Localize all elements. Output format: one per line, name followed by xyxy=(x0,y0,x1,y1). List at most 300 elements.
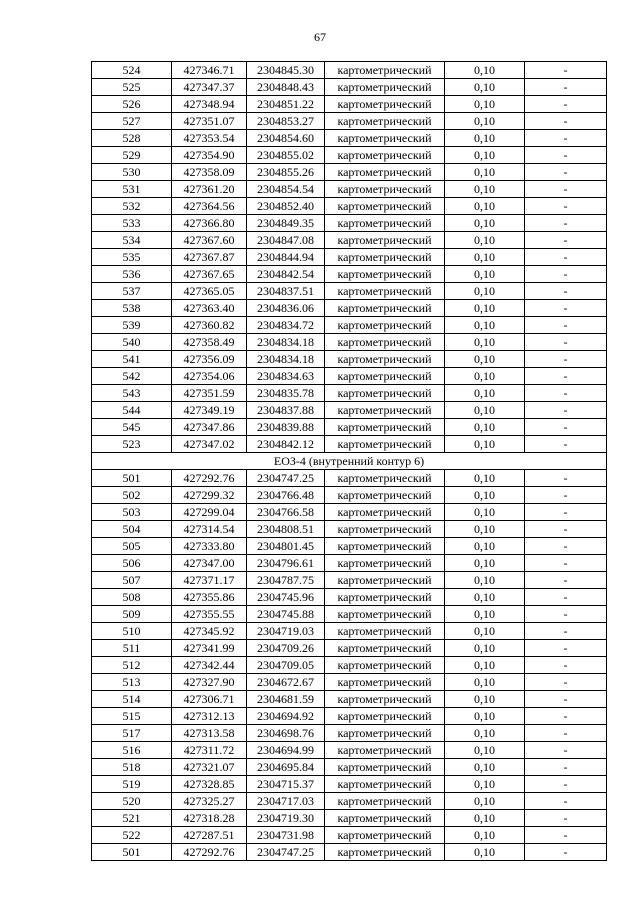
accuracy-cell: 0,10 xyxy=(445,470,525,487)
accuracy-cell: 0,10 xyxy=(445,164,525,181)
point-number-cell: 545 xyxy=(92,419,172,436)
method-cell: картометрический xyxy=(325,62,445,79)
y-coordinate-cell: 2304694.92 xyxy=(247,708,325,725)
table-row xyxy=(92,572,607,589)
method-cell: картометрический xyxy=(325,589,445,606)
point-number-cell: 525 xyxy=(92,79,172,96)
point-number-cell: 521 xyxy=(92,810,172,827)
y-coordinate-cell: 2304695.84 xyxy=(247,759,325,776)
table-row xyxy=(92,776,607,793)
method-cell: картометрический xyxy=(325,96,445,113)
x-coordinate-cell: 427292.76 xyxy=(172,844,247,861)
point-number-cell: 537 xyxy=(92,283,172,300)
page-number: 67 xyxy=(314,30,326,44)
table-row xyxy=(92,249,607,266)
x-coordinate-cell: 427318.28 xyxy=(172,810,247,827)
method-cell: картометрический xyxy=(325,334,445,351)
x-coordinate-cell: 427342.44 xyxy=(172,657,247,674)
accuracy-cell: 0,10 xyxy=(445,640,525,657)
section-title: ЕОЗ-4 (внутренний контур 6) xyxy=(92,453,607,470)
point-number-cell: 508 xyxy=(92,589,172,606)
x-coordinate-cell: 427354.06 xyxy=(172,368,247,385)
method-cell: картометрический xyxy=(325,215,445,232)
description-cell: - xyxy=(525,657,607,674)
accuracy-cell: 0,10 xyxy=(445,521,525,538)
table-row xyxy=(92,79,607,96)
description-cell: - xyxy=(525,827,607,844)
description-cell: - xyxy=(525,266,607,283)
table-row xyxy=(92,521,607,538)
accuracy-cell: 0,10 xyxy=(445,79,525,96)
table-row xyxy=(92,589,607,606)
y-coordinate-cell: 2304851.22 xyxy=(247,96,325,113)
x-coordinate-cell: 427299.04 xyxy=(172,504,247,521)
table-row xyxy=(92,504,607,521)
description-cell: - xyxy=(525,249,607,266)
x-coordinate-cell: 427299.32 xyxy=(172,487,247,504)
description-cell: - xyxy=(525,351,607,368)
point-number-cell: 507 xyxy=(92,572,172,589)
accuracy-cell: 0,10 xyxy=(445,827,525,844)
description-cell: - xyxy=(525,147,607,164)
accuracy-cell: 0,10 xyxy=(445,504,525,521)
description-cell: - xyxy=(525,198,607,215)
x-coordinate-cell: 427313.58 xyxy=(172,725,247,742)
method-cell: картометрический xyxy=(325,249,445,266)
description-cell: - xyxy=(525,402,607,419)
description-cell: - xyxy=(525,606,607,623)
method-cell: картометрический xyxy=(325,623,445,640)
x-coordinate-cell: 427367.87 xyxy=(172,249,247,266)
accuracy-cell: 0,10 xyxy=(445,351,525,368)
method-cell: картометрический xyxy=(325,130,445,147)
table-row xyxy=(92,130,607,147)
point-number-cell: 517 xyxy=(92,725,172,742)
method-cell: картометрический xyxy=(325,79,445,96)
method-cell: картометрический xyxy=(325,351,445,368)
accuracy-cell: 0,10 xyxy=(445,725,525,742)
table-row xyxy=(92,436,607,453)
accuracy-cell: 0,10 xyxy=(445,334,525,351)
table-row xyxy=(92,96,607,113)
y-coordinate-cell: 2304836.06 xyxy=(247,300,325,317)
y-coordinate-cell: 2304854.60 xyxy=(247,130,325,147)
point-number-cell: 522 xyxy=(92,827,172,844)
table-row xyxy=(92,657,607,674)
y-coordinate-cell: 2304745.88 xyxy=(247,606,325,623)
point-number-cell: 538 xyxy=(92,300,172,317)
x-coordinate-cell: 427347.00 xyxy=(172,555,247,572)
table-row xyxy=(92,759,607,776)
accuracy-cell: 0,10 xyxy=(445,793,525,810)
x-coordinate-cell: 427348.94 xyxy=(172,96,247,113)
point-number-cell: 513 xyxy=(92,674,172,691)
accuracy-cell: 0,10 xyxy=(445,589,525,606)
y-coordinate-cell: 2304747.25 xyxy=(247,470,325,487)
method-cell: картометрический xyxy=(325,147,445,164)
point-number-cell: 542 xyxy=(92,368,172,385)
table-row xyxy=(92,538,607,555)
description-cell: - xyxy=(525,232,607,249)
point-number-cell: 532 xyxy=(92,198,172,215)
method-cell: картометрический xyxy=(325,385,445,402)
description-cell: - xyxy=(525,793,607,810)
method-cell: картометрический xyxy=(325,640,445,657)
x-coordinate-cell: 427361.20 xyxy=(172,181,247,198)
point-number-cell: 504 xyxy=(92,521,172,538)
table-row xyxy=(92,725,607,742)
y-coordinate-cell: 2304745.96 xyxy=(247,589,325,606)
method-cell: картометрический xyxy=(325,674,445,691)
x-coordinate-cell: 427314.54 xyxy=(172,521,247,538)
description-cell: - xyxy=(525,79,607,96)
x-coordinate-cell: 427353.54 xyxy=(172,130,247,147)
point-number-cell: 515 xyxy=(92,708,172,725)
accuracy-cell: 0,10 xyxy=(445,742,525,759)
point-number-cell: 501 xyxy=(92,470,172,487)
table-row xyxy=(92,300,607,317)
x-coordinate-cell: 427347.37 xyxy=(172,79,247,96)
table-row xyxy=(92,674,607,691)
point-number-cell: 539 xyxy=(92,317,172,334)
x-coordinate-cell: 427366.80 xyxy=(172,215,247,232)
accuracy-cell: 0,10 xyxy=(445,606,525,623)
x-coordinate-cell: 427371.17 xyxy=(172,572,247,589)
description-cell: - xyxy=(525,725,607,742)
table-row xyxy=(92,487,607,504)
description-cell: - xyxy=(525,708,607,725)
point-number-cell: 510 xyxy=(92,623,172,640)
description-cell: - xyxy=(525,181,607,198)
description-cell: - xyxy=(525,130,607,147)
x-coordinate-cell: 427345.92 xyxy=(172,623,247,640)
y-coordinate-cell: 2304694.99 xyxy=(247,742,325,759)
method-cell: картометрический xyxy=(325,419,445,436)
y-coordinate-cell: 2304848.43 xyxy=(247,79,325,96)
description-cell: - xyxy=(525,759,607,776)
description-cell: - xyxy=(525,436,607,453)
accuracy-cell: 0,10 xyxy=(445,708,525,725)
x-coordinate-cell: 427365.05 xyxy=(172,283,247,300)
x-coordinate-cell: 427360.82 xyxy=(172,317,247,334)
description-cell: - xyxy=(525,555,607,572)
point-number-cell: 512 xyxy=(92,657,172,674)
accuracy-cell: 0,10 xyxy=(445,810,525,827)
description-cell: - xyxy=(525,742,607,759)
x-coordinate-cell: 427367.60 xyxy=(172,232,247,249)
accuracy-cell: 0,10 xyxy=(445,62,525,79)
point-number-cell: 541 xyxy=(92,351,172,368)
point-number-cell: 503 xyxy=(92,504,172,521)
y-coordinate-cell: 2304717.03 xyxy=(247,793,325,810)
accuracy-cell: 0,10 xyxy=(445,181,525,198)
y-coordinate-cell: 2304855.26 xyxy=(247,164,325,181)
x-coordinate-cell: 427325.27 xyxy=(172,793,247,810)
y-coordinate-cell: 2304731.98 xyxy=(247,827,325,844)
x-coordinate-cell: 427347.02 xyxy=(172,436,247,453)
point-number-cell: 530 xyxy=(92,164,172,181)
x-coordinate-cell: 427351.59 xyxy=(172,385,247,402)
accuracy-cell: 0,10 xyxy=(445,572,525,589)
accuracy-cell: 0,10 xyxy=(445,147,525,164)
point-number-cell: 520 xyxy=(92,793,172,810)
description-cell: - xyxy=(525,334,607,351)
description-cell: - xyxy=(525,113,607,130)
point-number-cell: 544 xyxy=(92,402,172,419)
table-row xyxy=(92,742,607,759)
y-coordinate-cell: 2304837.51 xyxy=(247,283,325,300)
table-row xyxy=(92,283,607,300)
point-number-cell: 540 xyxy=(92,334,172,351)
x-coordinate-cell: 427358.09 xyxy=(172,164,247,181)
method-cell: картометрический xyxy=(325,113,445,130)
point-number-cell: 524 xyxy=(92,62,172,79)
y-coordinate-cell: 2304672.67 xyxy=(247,674,325,691)
accuracy-cell: 0,10 xyxy=(445,419,525,436)
point-number-cell: 518 xyxy=(92,759,172,776)
table-row xyxy=(92,181,607,198)
description-cell: - xyxy=(525,776,607,793)
table-row xyxy=(92,810,607,827)
y-coordinate-cell: 2304835.78 xyxy=(247,385,325,402)
point-number-cell: 535 xyxy=(92,249,172,266)
accuracy-cell: 0,10 xyxy=(445,266,525,283)
y-coordinate-cell: 2304766.58 xyxy=(247,504,325,521)
y-coordinate-cell: 2304715.37 xyxy=(247,776,325,793)
accuracy-cell: 0,10 xyxy=(445,300,525,317)
method-cell: картометрический xyxy=(325,844,445,861)
y-coordinate-cell: 2304844.94 xyxy=(247,249,325,266)
x-coordinate-cell: 427328.85 xyxy=(172,776,247,793)
method-cell: картометрический xyxy=(325,691,445,708)
y-coordinate-cell: 2304709.05 xyxy=(247,657,325,674)
point-number-cell: 501 xyxy=(92,844,172,861)
y-coordinate-cell: 2304837.88 xyxy=(247,402,325,419)
y-coordinate-cell: 2304854.54 xyxy=(247,181,325,198)
point-number-cell: 543 xyxy=(92,385,172,402)
point-number-cell: 509 xyxy=(92,606,172,623)
y-coordinate-cell: 2304834.72 xyxy=(247,317,325,334)
point-number-cell: 506 xyxy=(92,555,172,572)
x-coordinate-cell: 427356.09 xyxy=(172,351,247,368)
description-cell: - xyxy=(525,844,607,861)
point-number-cell: 528 xyxy=(92,130,172,147)
table-row xyxy=(92,62,607,79)
x-coordinate-cell: 427364.56 xyxy=(172,198,247,215)
method-cell: картометрический xyxy=(325,793,445,810)
method-cell: картометрический xyxy=(325,402,445,419)
method-cell: картометрический xyxy=(325,300,445,317)
table-row xyxy=(92,266,607,283)
x-coordinate-cell: 427333.80 xyxy=(172,538,247,555)
y-coordinate-cell: 2304845.30 xyxy=(247,62,325,79)
method-cell: картометрический xyxy=(325,368,445,385)
x-coordinate-cell: 427358.49 xyxy=(172,334,247,351)
table-row xyxy=(92,827,607,844)
method-cell: картометрический xyxy=(325,436,445,453)
accuracy-cell: 0,10 xyxy=(445,368,525,385)
method-cell: картометрический xyxy=(325,181,445,198)
point-number-cell: 511 xyxy=(92,640,172,657)
x-coordinate-cell: 427341.99 xyxy=(172,640,247,657)
method-cell: картометрический xyxy=(325,470,445,487)
description-cell: - xyxy=(525,623,607,640)
description-cell: - xyxy=(525,317,607,334)
y-coordinate-cell: 2304842.54 xyxy=(247,266,325,283)
accuracy-cell: 0,10 xyxy=(445,623,525,640)
method-cell: картометрический xyxy=(325,487,445,504)
point-number-cell: 519 xyxy=(92,776,172,793)
description-cell: - xyxy=(525,96,607,113)
point-number-cell: 534 xyxy=(92,232,172,249)
description-cell: - xyxy=(525,691,607,708)
point-number-cell: 527 xyxy=(92,113,172,130)
method-cell: картометрический xyxy=(325,572,445,589)
y-coordinate-cell: 2304847.08 xyxy=(247,232,325,249)
y-coordinate-cell: 2304834.18 xyxy=(247,334,325,351)
point-number-cell: 529 xyxy=(92,147,172,164)
coordinates-table-body xyxy=(92,62,607,861)
description-cell: - xyxy=(525,810,607,827)
method-cell: картометрический xyxy=(325,776,445,793)
accuracy-cell: 0,10 xyxy=(445,776,525,793)
method-cell: картометрический xyxy=(325,232,445,249)
x-coordinate-cell: 427321.07 xyxy=(172,759,247,776)
point-number-cell: 531 xyxy=(92,181,172,198)
method-cell: картометрический xyxy=(325,810,445,827)
method-cell: картометрический xyxy=(325,725,445,742)
table-row xyxy=(92,215,607,232)
coordinates-table xyxy=(91,61,607,861)
accuracy-cell: 0,10 xyxy=(445,657,525,674)
table-row xyxy=(92,385,607,402)
y-coordinate-cell: 2304801.45 xyxy=(247,538,325,555)
table-row xyxy=(92,334,607,351)
point-number-cell: 536 xyxy=(92,266,172,283)
table-row xyxy=(92,164,607,181)
method-cell: картометрический xyxy=(325,606,445,623)
description-cell: - xyxy=(525,674,607,691)
accuracy-cell: 0,10 xyxy=(445,487,525,504)
y-coordinate-cell: 2304852.40 xyxy=(247,198,325,215)
method-cell: картометрический xyxy=(325,317,445,334)
description-cell: - xyxy=(525,300,607,317)
y-coordinate-cell: 2304855.02 xyxy=(247,147,325,164)
y-coordinate-cell: 2304849.35 xyxy=(247,215,325,232)
y-coordinate-cell: 2304808.51 xyxy=(247,521,325,538)
y-coordinate-cell: 2304842.12 xyxy=(247,436,325,453)
y-coordinate-cell: 2304834.18 xyxy=(247,351,325,368)
point-number-cell: 516 xyxy=(92,742,172,759)
table-row xyxy=(92,691,607,708)
description-cell: - xyxy=(525,419,607,436)
table-row xyxy=(92,419,607,436)
method-cell: картометрический xyxy=(325,759,445,776)
x-coordinate-cell: 427311.72 xyxy=(172,742,247,759)
y-coordinate-cell: 2304787.75 xyxy=(247,572,325,589)
description-cell: - xyxy=(525,640,607,657)
y-coordinate-cell: 2304853.27 xyxy=(247,113,325,130)
accuracy-cell: 0,10 xyxy=(445,198,525,215)
y-coordinate-cell: 2304719.03 xyxy=(247,623,325,640)
y-coordinate-cell: 2304796.61 xyxy=(247,555,325,572)
description-cell: - xyxy=(525,521,607,538)
method-cell: картометрический xyxy=(325,742,445,759)
table-row xyxy=(92,147,607,164)
table-row xyxy=(92,606,607,623)
description-cell: - xyxy=(525,487,607,504)
x-coordinate-cell: 427287.51 xyxy=(172,827,247,844)
point-number-cell: 505 xyxy=(92,538,172,555)
point-number-cell: 523 xyxy=(92,436,172,453)
y-coordinate-cell: 2304747.25 xyxy=(247,844,325,861)
accuracy-cell: 0,10 xyxy=(445,759,525,776)
x-coordinate-cell: 427346.71 xyxy=(172,62,247,79)
y-coordinate-cell: 2304766.48 xyxy=(247,487,325,504)
description-cell: - xyxy=(525,385,607,402)
accuracy-cell: 0,10 xyxy=(445,674,525,691)
accuracy-cell: 0,10 xyxy=(445,538,525,555)
table-row xyxy=(92,555,607,572)
method-cell: картометрический xyxy=(325,283,445,300)
accuracy-cell: 0,10 xyxy=(445,96,525,113)
description-cell: - xyxy=(525,589,607,606)
accuracy-cell: 0,10 xyxy=(445,555,525,572)
accuracy-cell: 0,10 xyxy=(445,130,525,147)
table-row xyxy=(92,317,607,334)
description-cell: - xyxy=(525,62,607,79)
method-cell: картометрический xyxy=(325,521,445,538)
y-coordinate-cell: 2304719.30 xyxy=(247,810,325,827)
method-cell: картометрический xyxy=(325,708,445,725)
accuracy-cell: 0,10 xyxy=(445,113,525,130)
point-number-cell: 514 xyxy=(92,691,172,708)
accuracy-cell: 0,10 xyxy=(445,691,525,708)
x-coordinate-cell: 427355.55 xyxy=(172,606,247,623)
point-number-cell: 526 xyxy=(92,96,172,113)
x-coordinate-cell: 427363.40 xyxy=(172,300,247,317)
method-cell: картометрический xyxy=(325,266,445,283)
accuracy-cell: 0,10 xyxy=(445,232,525,249)
x-coordinate-cell: 427355.86 xyxy=(172,589,247,606)
description-cell: - xyxy=(525,283,607,300)
description-cell: - xyxy=(525,215,607,232)
section-header-row xyxy=(92,453,607,470)
accuracy-cell: 0,10 xyxy=(445,249,525,266)
accuracy-cell: 0,10 xyxy=(445,402,525,419)
description-cell: - xyxy=(525,504,607,521)
table-row xyxy=(92,708,607,725)
description-cell: - xyxy=(525,572,607,589)
table-row xyxy=(92,640,607,657)
description-cell: - xyxy=(525,538,607,555)
x-coordinate-cell: 427351.07 xyxy=(172,113,247,130)
accuracy-cell: 0,10 xyxy=(445,215,525,232)
method-cell: картометрический xyxy=(325,504,445,521)
x-coordinate-cell: 427327.90 xyxy=(172,674,247,691)
method-cell: картометрический xyxy=(325,538,445,555)
accuracy-cell: 0,10 xyxy=(445,317,525,334)
accuracy-cell: 0,10 xyxy=(445,385,525,402)
point-number-cell: 502 xyxy=(92,487,172,504)
method-cell: картометрический xyxy=(325,827,445,844)
x-coordinate-cell: 427312.13 xyxy=(172,708,247,725)
description-cell: - xyxy=(525,368,607,385)
y-coordinate-cell: 2304698.76 xyxy=(247,725,325,742)
method-cell: картометрический xyxy=(325,657,445,674)
y-coordinate-cell: 2304709.26 xyxy=(247,640,325,657)
table-row xyxy=(92,232,607,249)
